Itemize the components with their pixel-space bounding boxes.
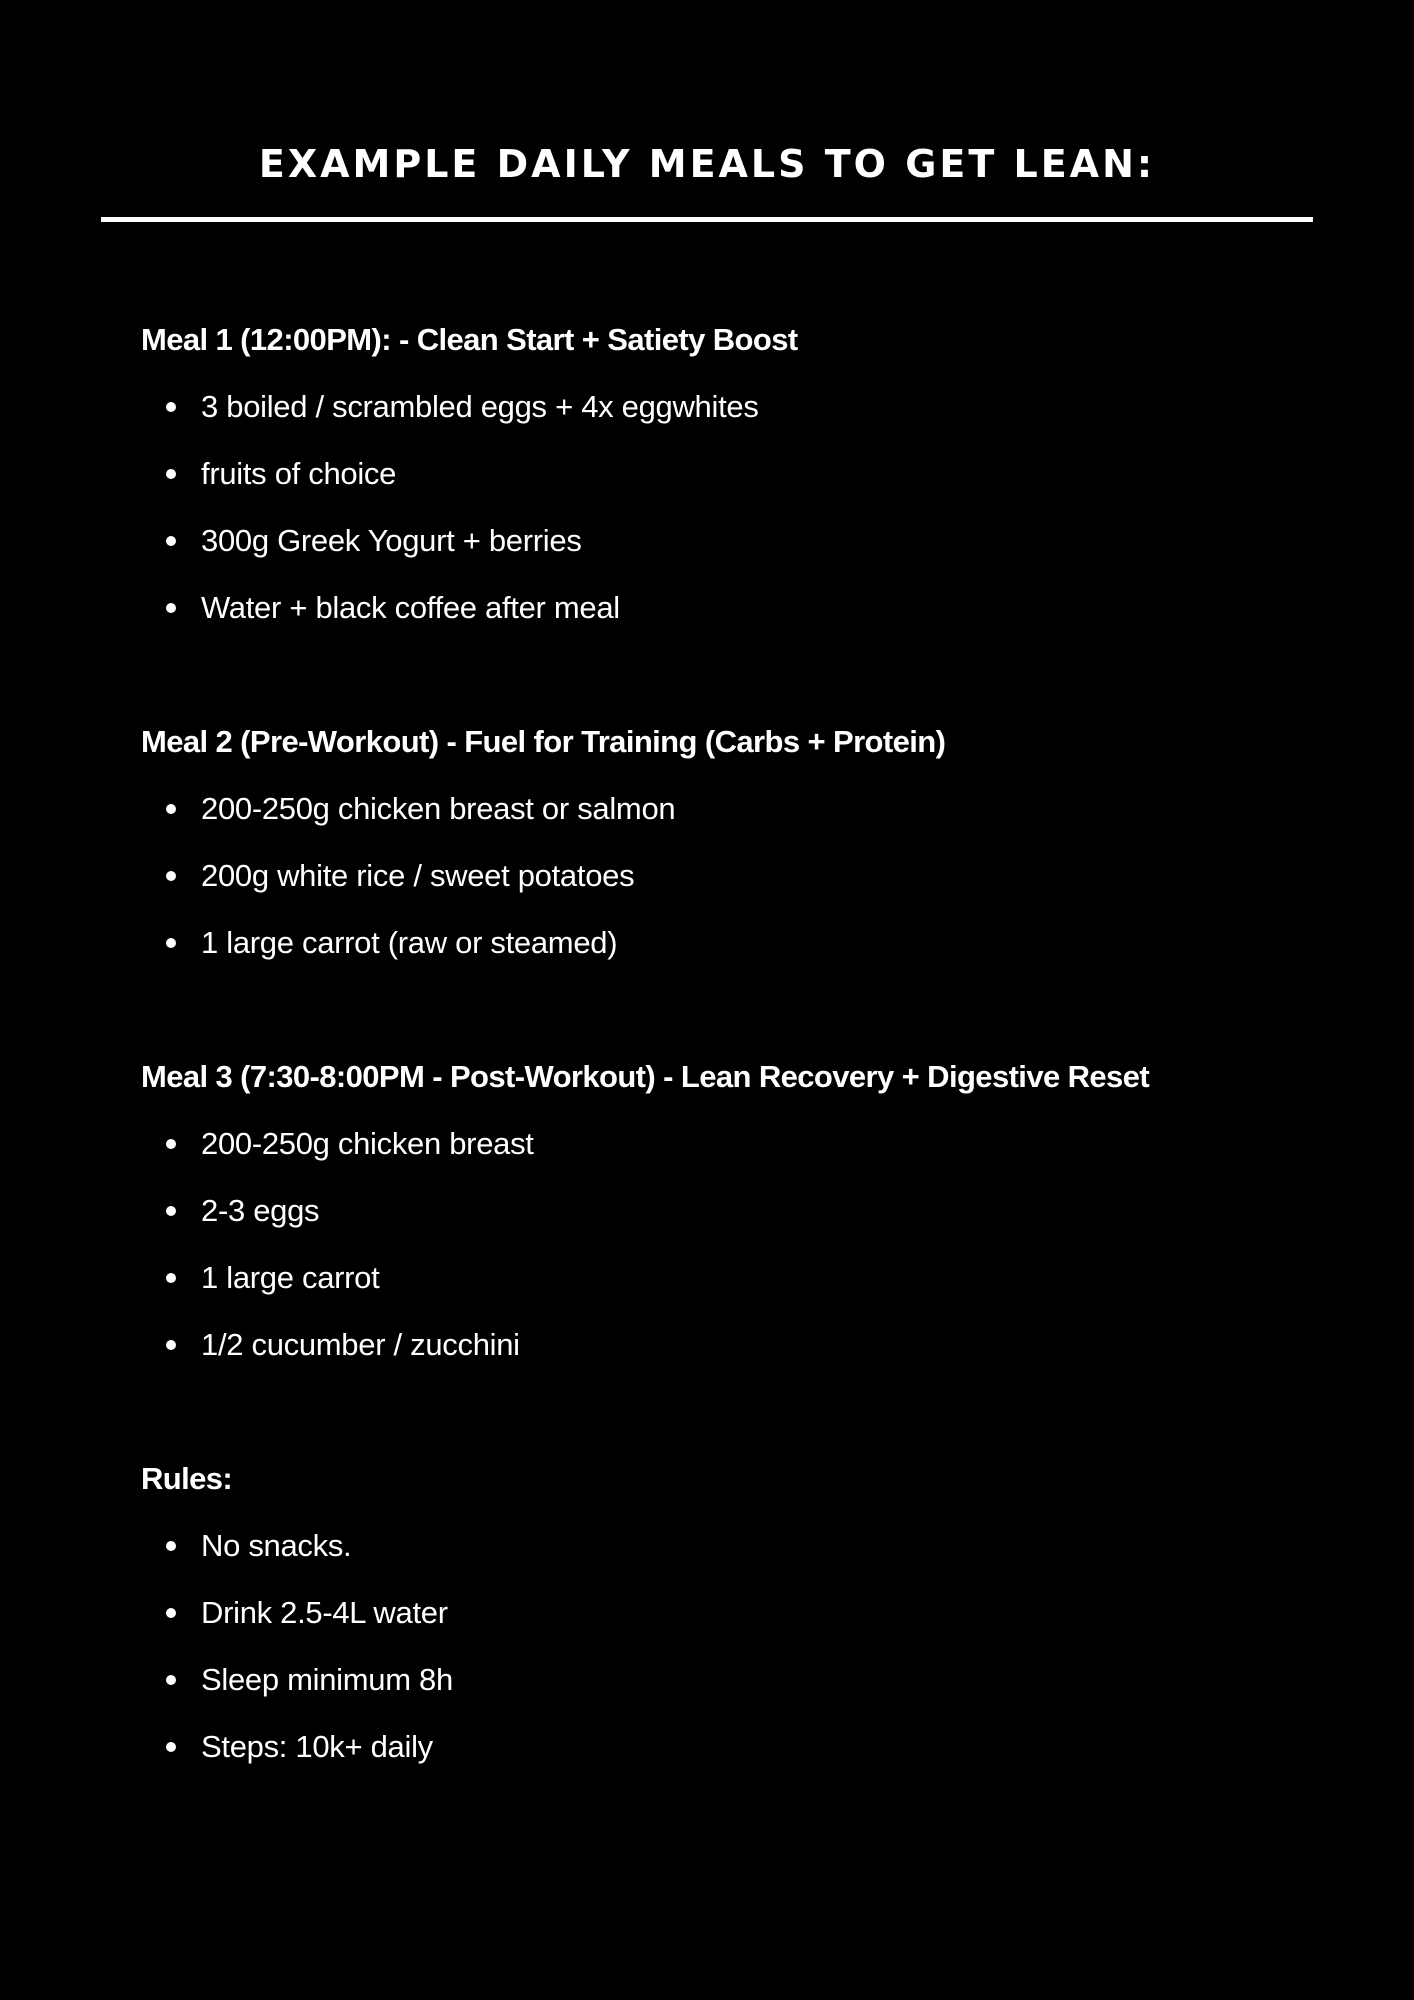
bullet-icon: [166, 469, 176, 479]
rules-section: [141, 1445, 1341, 1780]
bullet-icon: [166, 536, 176, 546]
meal-3-heading: Meal 3 (7:30-8:00PM - Post-Workout) - Lean Recovery + Digestive Reset: [141, 1059, 1150, 1094]
meal-1-list: [141, 373, 1341, 641]
list-item: [141, 1512, 1341, 1579]
list-item-text: 1 large carrot: [201, 1260, 380, 1295]
bullet-icon: [166, 1340, 176, 1350]
bullet-icon: [166, 871, 176, 881]
rules-heading: Rules:: [141, 1461, 233, 1496]
list-item: [141, 775, 1341, 842]
list-item: [141, 574, 1341, 641]
meal-1-section: [141, 306, 1341, 641]
page-title: EXAMPLE DAILY MEALS TO GET LEAN:: [258, 142, 1156, 186]
meal-3-list: [141, 1110, 1341, 1378]
list-item-text: 3 boiled / scrambled eggs + 4x eggwhites: [201, 389, 759, 424]
bullet-icon: [166, 1273, 176, 1283]
list-item: [141, 1110, 1341, 1177]
bullet-icon: [166, 804, 176, 814]
bullet-icon: [166, 1206, 176, 1216]
bullet-icon: [166, 402, 176, 412]
list-item: [141, 842, 1341, 909]
meal-3-section: [141, 1043, 1341, 1378]
list-item-text: Steps: 10k+ daily: [201, 1729, 433, 1764]
list-item: [141, 1713, 1341, 1780]
list-item-text: No snacks.: [201, 1528, 352, 1563]
list-item: [141, 1646, 1341, 1713]
list-item: [141, 909, 1341, 976]
bullet-icon: [166, 1608, 176, 1618]
bullet-icon: [166, 1675, 176, 1685]
list-item-text: 200-250g chicken breast: [201, 1126, 534, 1161]
list-item: [141, 373, 1341, 440]
list-item: [141, 1579, 1341, 1646]
list-item-text: Sleep minimum 8h: [201, 1662, 453, 1697]
list-item-text: 200g white rice / sweet potatoes: [201, 858, 635, 893]
meal-2-heading: Meal 2 (Pre-Workout) - Fuel for Training (Carbs + Protein): [141, 724, 946, 759]
bullet-icon: [166, 603, 176, 613]
list-item-text: 200-250g chicken breast or salmon: [201, 791, 676, 826]
list-item: [141, 1244, 1341, 1311]
list-item-text: Water + black coffee after meal: [201, 590, 620, 625]
list-item-text: 2-3 eggs: [201, 1193, 320, 1228]
title-divider: [101, 217, 1313, 222]
list-item: [141, 440, 1341, 507]
list-item-text: Drink 2.5-4L water: [201, 1595, 448, 1630]
bullet-icon: [166, 1541, 176, 1551]
list-item: [141, 1311, 1341, 1378]
bullet-icon: [166, 938, 176, 948]
rules-list: [141, 1512, 1341, 1780]
list-item-text: fruits of choice: [201, 456, 397, 491]
list-item-text: 1 large carrot (raw or steamed): [201, 925, 618, 960]
meal-2-section: [141, 708, 1341, 976]
bullet-icon: [166, 1742, 176, 1752]
meal-2-list: [141, 775, 1341, 976]
list-item: [141, 1177, 1341, 1244]
bullet-icon: [166, 1139, 176, 1149]
list-item: [141, 507, 1341, 574]
list-item-text: 1/2 cucumber / zucchini: [201, 1327, 520, 1362]
list-item-text: 300g Greek Yogurt + berries: [201, 523, 582, 558]
meal-1-heading: Meal 1 (12:00PM): - Clean Start + Satiety Boost: [141, 322, 798, 357]
